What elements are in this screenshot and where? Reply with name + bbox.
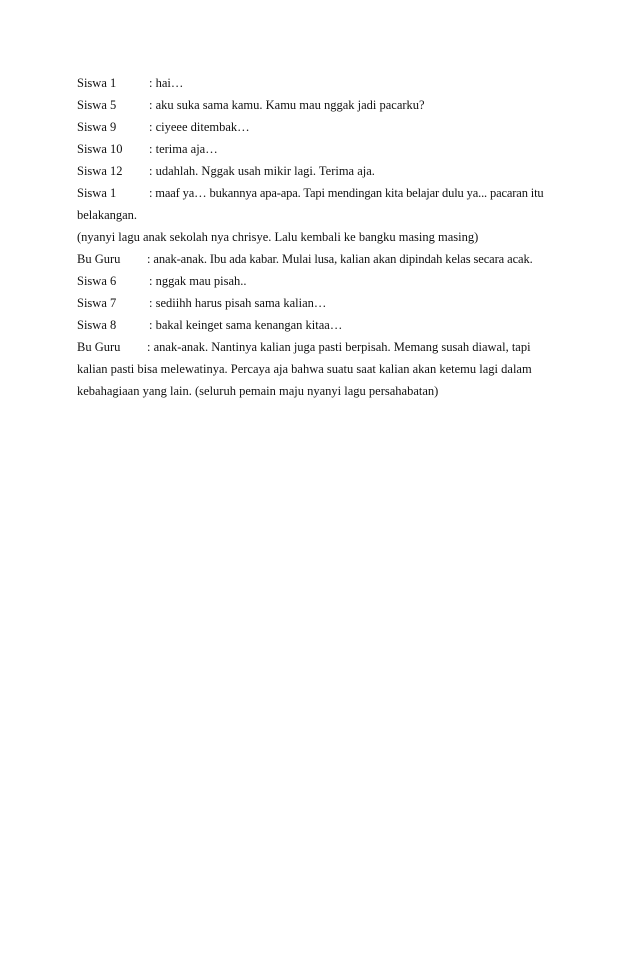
dialogue-text: : aku suka sama kamu. Kamu mau nggak jadi pacarku?	[149, 98, 425, 112]
dialogue-line	[77, 138, 567, 160]
dialogue-line	[77, 116, 567, 138]
speaker-name: Siswa 7	[77, 296, 117, 310]
dialogue-line	[77, 72, 567, 94]
dialogue-text: : anak-anak. Nantinya kalian juga pasti berpisah. Memang susah diawal, tapi	[147, 340, 531, 354]
continuation-text: kalian pasti bisa melewatinya. Percaya aja bahwa suatu saat kalian akan ketemu lagi dalam	[77, 362, 532, 376]
speaker-name: Siswa 12	[77, 164, 123, 178]
dialogue-line	[77, 248, 567, 270]
dialogue-text: : sediihh harus pisah sama kalian…	[149, 296, 327, 310]
speaker-name: Siswa 6	[77, 274, 117, 288]
speaker-name: Bu Guru	[77, 340, 121, 354]
speaker-name: Siswa 9	[77, 120, 117, 134]
dialogue-text: : udahlah. Nggak usah mikir lagi. Terima aja.	[149, 164, 375, 178]
dialogue-continuation	[77, 358, 567, 380]
dialogue-text: : hai…	[149, 76, 184, 90]
dialogue-line	[77, 94, 567, 116]
dialogue-continuation	[77, 380, 567, 402]
dialogue-line	[77, 336, 567, 358]
speaker-name: Bu Guru	[77, 252, 121, 266]
dialogue-line	[77, 292, 567, 314]
dialogue-text: : maaf ya… bukannya apa-apa. Tapi mendingan kita belajar dulu ya... pacaran itu	[149, 186, 544, 200]
dialogue-text: : nggak mau pisah..	[149, 274, 247, 288]
speaker-name: Siswa 1	[77, 186, 117, 200]
speaker-name: Siswa 8	[77, 318, 117, 332]
continuation-text: kebahagiaan yang lain. (seluruh pemain maju nyanyi lagu persahabatan)	[77, 384, 439, 398]
dialogue-text: : anak-anak. Ibu ada kabar. Mulai lusa, kalian akan dipindah kelas secara acak.	[147, 252, 533, 266]
dialogue-text: : bakal keinget sama kenangan kitaa…	[149, 318, 343, 332]
dialogue-line	[77, 160, 567, 182]
stage-direction	[77, 226, 567, 248]
dialogue-text: : ciyeee ditembak…	[149, 120, 250, 134]
dialogue-text: : terima aja…	[149, 142, 218, 156]
speaker-name: Siswa 1	[77, 76, 117, 90]
continuation-text: belakangan.	[77, 208, 138, 222]
dialogue-line	[77, 182, 567, 204]
script-dialogue	[77, 72, 567, 402]
dialogue-line	[77, 270, 567, 292]
speaker-name: Siswa 5	[77, 98, 117, 112]
dialogue-continuation	[77, 204, 567, 226]
dialogue-line	[77, 314, 567, 336]
stage-direction-text: (nyanyi lagu anak sekolah nya chrisye. Lalu kembali ke bangku masing masing)	[77, 230, 479, 244]
speaker-name: Siswa 10	[77, 142, 123, 156]
